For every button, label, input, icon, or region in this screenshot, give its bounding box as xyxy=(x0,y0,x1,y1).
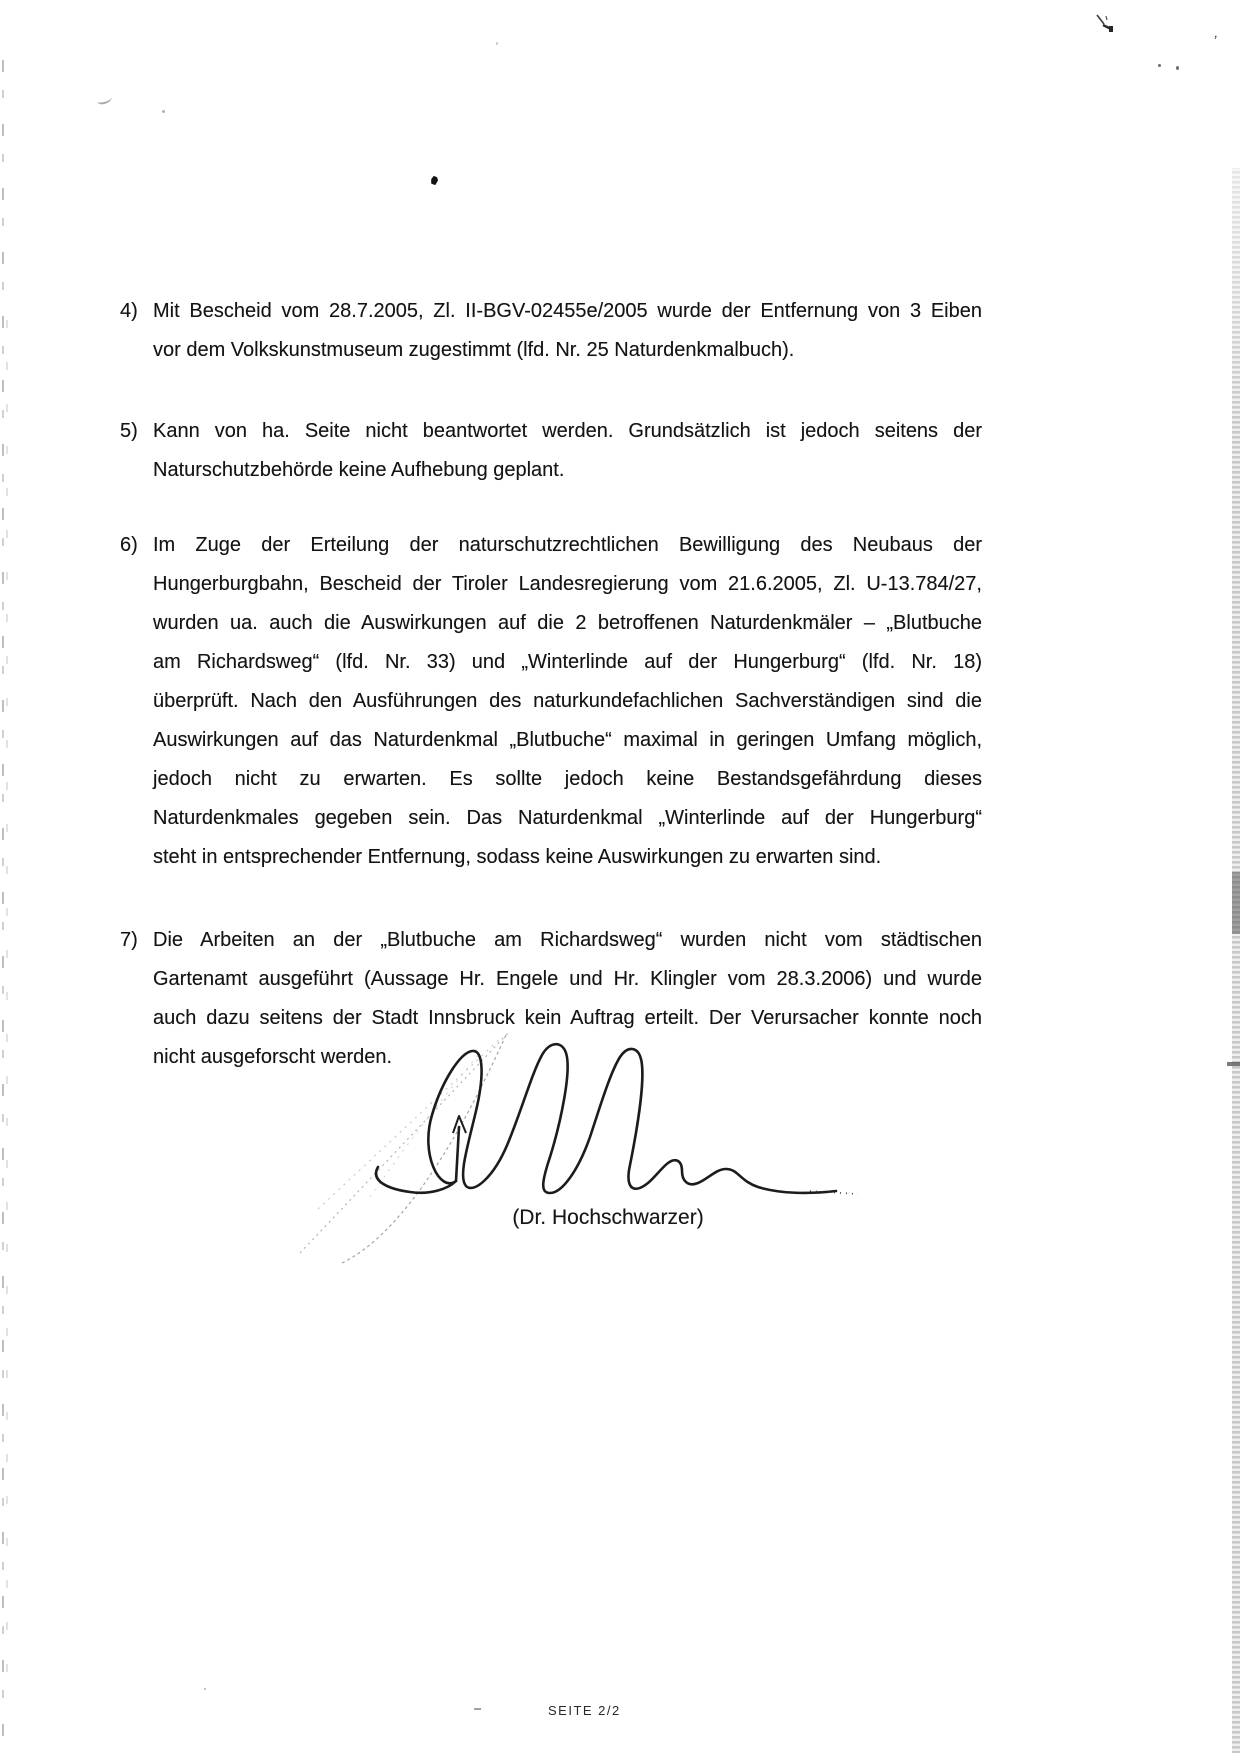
text-line: Mit Bescheid vom 28.7.2005, Zl. II-BGV-02455e/2005 wurde der Entfernung von 3 Eiben xyxy=(153,300,982,322)
scan-dot xyxy=(162,110,165,113)
item-text xyxy=(153,412,982,490)
list-item-5 xyxy=(120,412,982,490)
scan-left-edge-dashes-faint xyxy=(6,320,8,1700)
text-line: Gartenamt ausgeführt (Aussage Hr. Engele und Hr. Klingler vom 28.3.2006) und wurde xyxy=(153,968,982,990)
text-line: nicht ausgeforscht werden. xyxy=(153,1046,393,1068)
list-item-7 xyxy=(120,921,982,1077)
text-line: Im Zuge der Erteilung der naturschutzrechtlichen Bewilligung des Neubaus der xyxy=(153,534,982,556)
text-line: am Richardsweg“ (lfd. Nr. 33) und „Winterlinde auf der Hungerburg“ (lfd. Nr. 18) xyxy=(153,651,982,673)
scan-dot xyxy=(1158,64,1161,67)
item-text xyxy=(153,921,982,1077)
scan-right-edge-dark-segment xyxy=(1232,872,1240,934)
text-line: Naturschutzbehörde keine Aufhebung geplant. xyxy=(153,459,565,481)
scan-smudge-left xyxy=(96,93,113,105)
text-line: vor dem Volkskunstmuseum zugestimmt (lfd. Nr. 25 Naturdenkmalbuch). xyxy=(153,339,795,361)
scan-dot xyxy=(204,1688,206,1690)
list-item-4 xyxy=(120,292,982,370)
list-item-6 xyxy=(120,526,982,877)
item-number: 7) xyxy=(120,929,138,951)
scan-speck-apostrophe: ’ xyxy=(1211,32,1219,51)
text-line: Kann von ha. Seite nicht beantwortet werden. Grundsätzlich ist jedoch seitens der xyxy=(153,420,982,442)
scan-right-edge-tick xyxy=(1227,1062,1240,1066)
item-number: 6) xyxy=(120,534,138,556)
scan-left-edge-dashes xyxy=(2,60,4,1750)
item-text xyxy=(153,292,982,370)
text-line: wurden ua. auch die Auswirkungen auf die 2 betroffenen Naturdenkmäler – „Blutbuche xyxy=(153,612,982,634)
text-line: auch dazu seitens der Stadt Innsbruck kein Auftrag erteilt. Der Verursacher konnte noch xyxy=(153,1007,982,1029)
scan-dot xyxy=(496,42,498,45)
scan-right-edge-band-fade xyxy=(1232,168,1240,428)
item-number: 5) xyxy=(120,420,138,442)
scan-dash-near-footer xyxy=(474,1708,481,1710)
text-line: Naturdenkmales gegeben sein. Das Naturdenkmal „Winterlinde auf der Hungerburg“ xyxy=(153,807,982,829)
item-number: 4) xyxy=(120,300,138,322)
scan-ink-speck xyxy=(430,176,438,186)
text-line: Hungerburgbahn, Bescheid der Tiroler Landesregierung vom 21.6.2005, Zl. U-13.784/27, xyxy=(153,573,982,595)
text-line: Die Arbeiten an der „Blutbuche am Richardsweg“ wurden nicht vom städtischen xyxy=(153,929,982,951)
signature-name: (Dr. Hochschwarzer) xyxy=(512,1206,704,1229)
item-text xyxy=(153,526,982,877)
text-line: Auswirkungen auf das Naturdenkmal „Blutbuche“ maximal in geringen Umfang möglich, xyxy=(153,729,982,751)
page-number-footer: SEITE 2/2 xyxy=(548,1703,621,1718)
scan-dot xyxy=(1176,66,1179,70)
text-line: steht in entsprechender Entfernung, sodass keine Auswirkungen zu erwarten sind. xyxy=(153,846,882,868)
text-line: jedoch nicht zu erwarten. Es sollte jedoch keine Bestandsgefährdung dieses xyxy=(153,768,982,790)
text-line: überprüft. Nach den Ausführungen des naturkundefachlichen Sachverständigen sind die xyxy=(153,690,982,712)
scan-smudge-top-right xyxy=(1094,12,1120,38)
